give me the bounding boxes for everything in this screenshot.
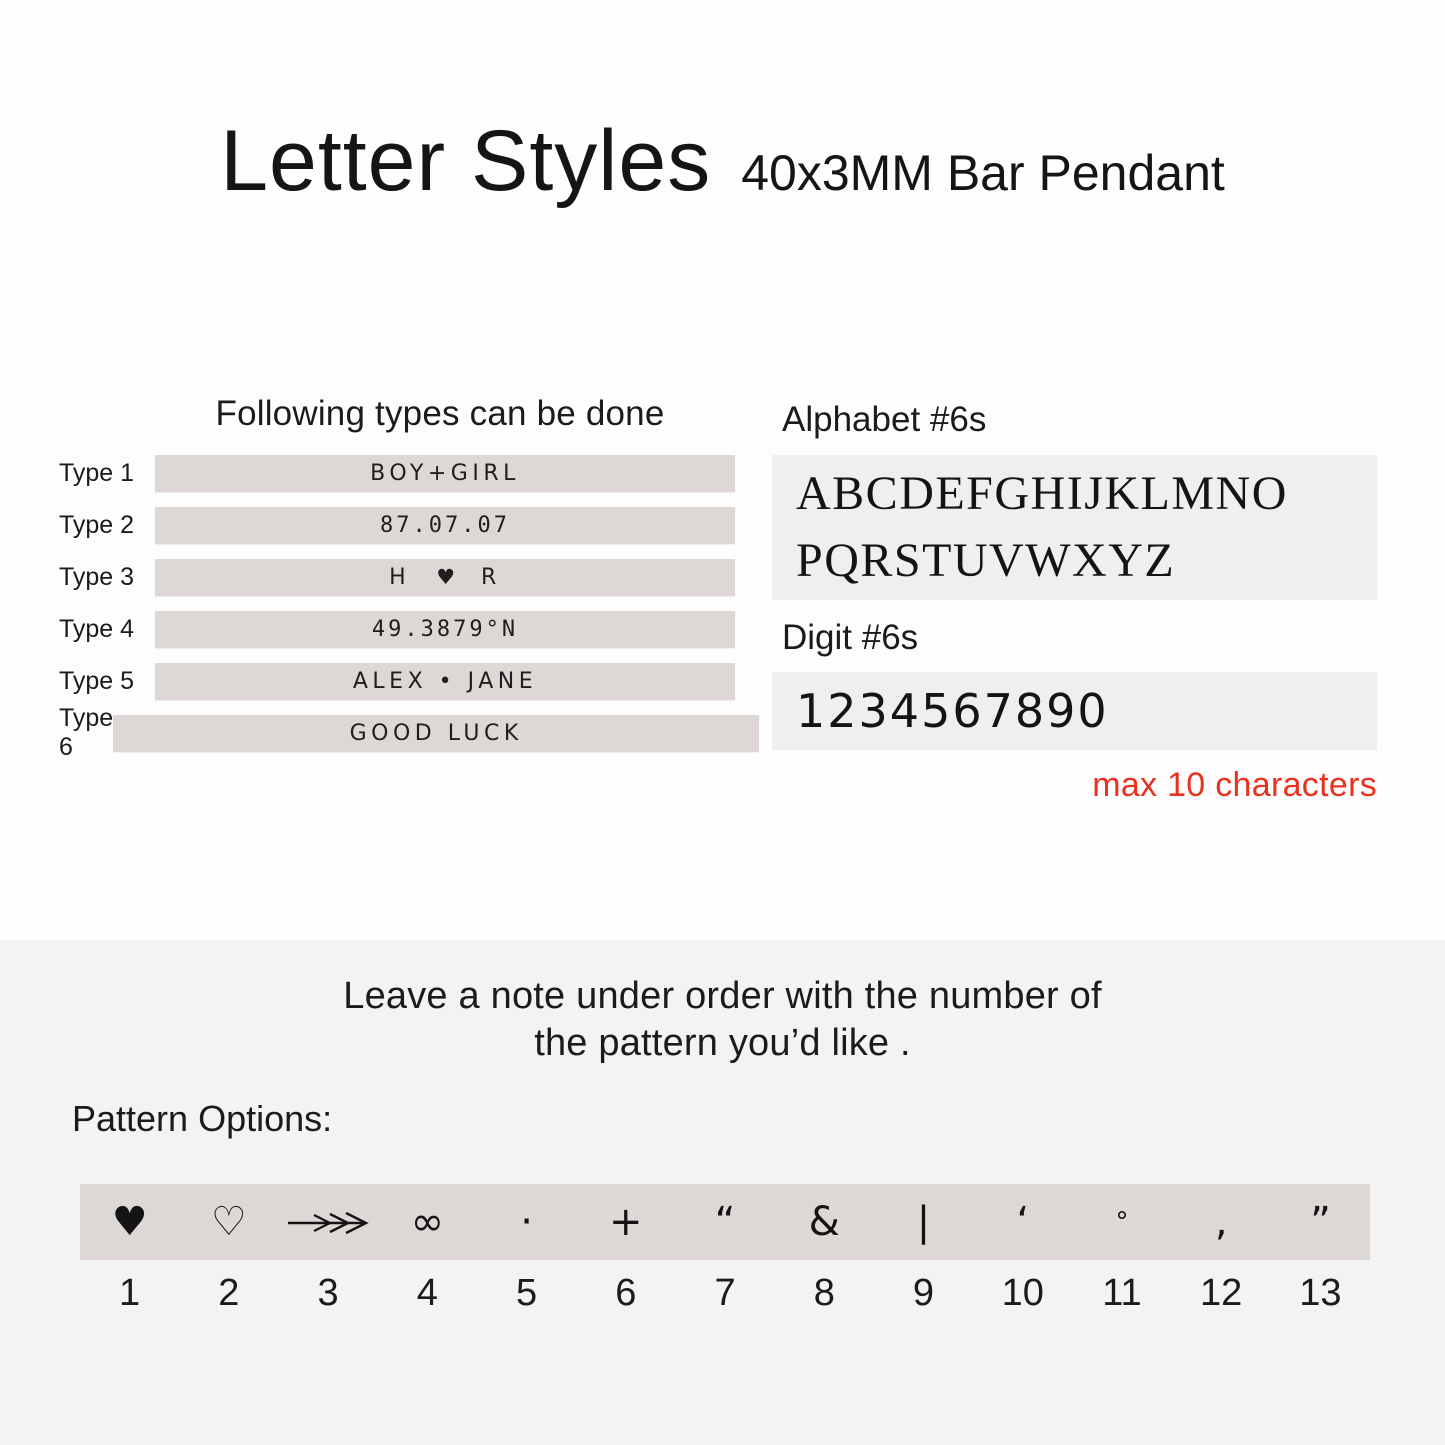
type-label: Type 4 — [59, 614, 135, 643]
digit-line: 1234567890 — [796, 684, 1109, 738]
digit-heading: Digit #6s — [782, 618, 919, 657]
type-row — [55, 611, 735, 647]
pattern-options-bar — [80, 1184, 1370, 1260]
arrow-icon[interactable] — [278, 1207, 377, 1237]
pattern-number: 9 — [912, 1272, 935, 1314]
types-heading: Following types can be done — [215, 394, 665, 433]
filled-heart-icon[interactable]: ♥ — [111, 1199, 148, 1245]
type-label: Type 5 — [59, 666, 135, 695]
ampersand-icon[interactable]: & — [808, 1199, 840, 1245]
degree-icon[interactable]: ° — [1115, 1207, 1129, 1237]
type-sample-bar — [155, 611, 735, 648]
page-title: Letter Styles — [220, 113, 712, 209]
pattern-number: 10 — [1001, 1272, 1044, 1314]
plus-icon[interactable]: + — [609, 1199, 643, 1245]
type-row — [55, 507, 735, 543]
dot-icon[interactable]: · — [520, 1199, 533, 1245]
pattern-options-heading: Pattern Options: — [72, 1098, 333, 1139]
alphabet-heading: Alphabet #6s — [782, 400, 987, 439]
type-sample-bar — [155, 507, 735, 544]
pattern-number: 8 — [813, 1272, 835, 1314]
pattern-number: 11 — [1102, 1272, 1142, 1314]
type-label: Type 1 — [59, 458, 135, 487]
pattern-number: 2 — [218, 1272, 240, 1314]
order-note-line-2: the pattern you’d like . — [534, 1022, 911, 1064]
type-row — [55, 663, 735, 699]
type-sample-bar — [155, 455, 735, 492]
type-sample-bar — [155, 663, 735, 700]
type-sample-bar — [113, 715, 759, 752]
type-sample-text: 49.3879°N — [371, 616, 519, 642]
type-sample-text: BOY+GIRL — [370, 460, 520, 486]
max-characters-note: max 10 characters — [1092, 766, 1377, 804]
outline-heart-icon[interactable]: ♡ — [210, 1199, 247, 1245]
digit-sample-box — [772, 672, 1377, 750]
pattern-number: 6 — [615, 1272, 637, 1314]
type-row — [55, 455, 735, 491]
type-sample-text-initial-1: H — [389, 564, 411, 590]
pattern-number: 4 — [416, 1272, 438, 1314]
infinity-icon[interactable]: ∞ — [410, 1199, 444, 1245]
order-note-line-1: Leave a note under order with the number of — [343, 975, 1102, 1017]
right-double-quote-icon[interactable]: ” — [1310, 1199, 1331, 1245]
type-label: Type 6 — [59, 704, 114, 761]
vertical-bar-icon[interactable]: | — [916, 1199, 931, 1245]
pattern-number-row — [80, 1272, 1370, 1315]
alphabet-line-2: PQRSTUVWXYZ — [796, 533, 1176, 587]
page-title-row — [0, 113, 1445, 209]
single-quote-icon[interactable]: ‘ — [1016, 1199, 1030, 1245]
types-list — [55, 455, 735, 767]
pattern-number: 1 — [119, 1272, 141, 1314]
pattern-number: 12 — [1200, 1272, 1243, 1314]
type-sample-text: 87.07.07 — [380, 512, 510, 538]
page-subtitle: 40x3MM Bar Pendant — [741, 145, 1225, 201]
pattern-number: 5 — [515, 1272, 538, 1314]
pattern-number: 13 — [1299, 1272, 1342, 1314]
pattern-number: 7 — [714, 1272, 736, 1314]
type-sample-text: GOOD LUCK — [349, 720, 523, 746]
comma-icon[interactable]: , — [1214, 1199, 1228, 1245]
alphabet-sample-box — [772, 455, 1377, 600]
type-sample-text-initial-2: R — [481, 564, 501, 590]
type-label: Type 3 — [59, 562, 135, 591]
left-double-quote-icon[interactable]: “ — [714, 1199, 736, 1245]
type-row — [55, 559, 735, 595]
pattern-number: 3 — [317, 1272, 339, 1314]
type-label: Type 2 — [59, 510, 135, 539]
alphabet-line-1: ABCDEFGHIJKLMNO — [796, 467, 1288, 521]
type-sample-text: ALEX • JANE — [352, 668, 538, 694]
type-sample-bar — [155, 559, 735, 596]
filled-heart-icon: ♥ — [436, 565, 456, 589]
type-row — [55, 704, 735, 761]
